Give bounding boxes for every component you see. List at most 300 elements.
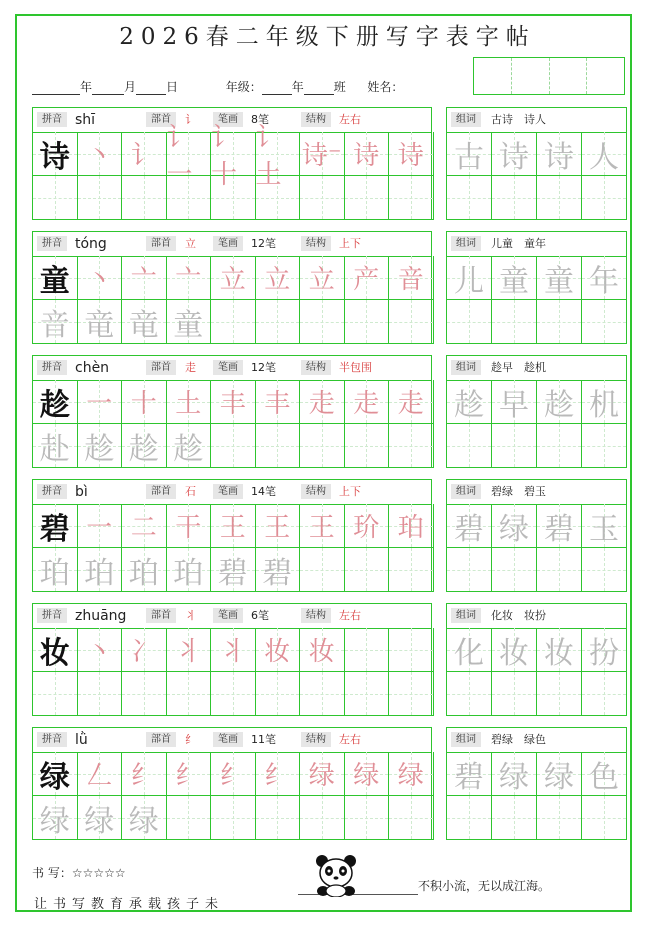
words-label: 组词 — [451, 112, 481, 127]
practice-cell — [33, 132, 78, 176]
practice-cell — [345, 256, 390, 300]
word-cell — [492, 628, 537, 672]
practice-cell — [211, 796, 256, 840]
model-char: 绿 — [39, 759, 70, 795]
stroke-order-step: 丰 — [219, 389, 246, 419]
stroke-order-step: 亠 — [130, 265, 157, 295]
word-cell — [447, 256, 492, 300]
word-cell — [537, 548, 582, 592]
practice-cell — [300, 548, 345, 592]
stroke-order-step: 讠十 — [211, 122, 238, 190]
word-cell — [447, 176, 492, 220]
word-trace-char: 碧 — [454, 759, 484, 795]
stroke-order-step: 丬 — [219, 637, 246, 667]
practice-cell — [256, 256, 301, 300]
pinyin-value: bì — [75, 484, 88, 500]
word-cell — [582, 132, 627, 176]
structure-value: 半包围 — [339, 361, 372, 374]
stroke-order-step: 走 — [353, 389, 380, 419]
stroke-order-step: 讠 — [130, 141, 157, 171]
practice-cell — [211, 752, 256, 796]
strokes-value: 6笔 — [251, 609, 269, 622]
words-label: 组词 — [451, 360, 481, 375]
practice-cell — [33, 672, 78, 716]
trace-char: 音 — [39, 307, 70, 343]
practice-cell — [256, 796, 301, 840]
trace-char: 竜 — [84, 307, 115, 343]
char-panel — [32, 355, 432, 468]
words-value: 儿童 童年 — [491, 237, 546, 250]
practice-cell — [211, 122, 256, 190]
practice-cell — [78, 504, 123, 548]
practice-cell — [122, 380, 167, 424]
stroke-order-step: 丰 — [264, 389, 291, 419]
structure-value: 上下 — [339, 237, 361, 250]
practice-cell — [122, 796, 167, 840]
word-cell — [537, 256, 582, 300]
word-cell — [447, 752, 492, 796]
quote: 不积小流，无以成江海。 — [418, 879, 551, 893]
word-trace-char: 趁 — [454, 387, 484, 423]
practice-cell — [122, 504, 167, 548]
words-label: 组词 — [451, 236, 481, 251]
pinyin-value: lǜ — [75, 732, 88, 748]
stroke-order-step: 丶 — [86, 141, 113, 171]
strokes-label: 笔画 — [213, 608, 243, 623]
word-cell — [537, 176, 582, 220]
practice-cell — [345, 300, 390, 344]
word-cell — [447, 672, 492, 716]
word-cell — [582, 796, 627, 840]
stroke-order-step: 音 — [397, 265, 424, 295]
practice-cell — [256, 628, 301, 672]
model-char: 趁 — [39, 387, 70, 423]
word-trace-char: 化 — [454, 635, 484, 671]
trace-char: 趁 — [84, 431, 115, 467]
practice-cell — [78, 380, 123, 424]
stroke-order-step: 玠 — [353, 513, 380, 543]
practice-cell — [345, 424, 390, 468]
practice-cell — [122, 672, 167, 716]
word-cell — [492, 300, 537, 344]
practice-cell — [167, 628, 212, 672]
name-label: 姓名： — [367, 80, 404, 94]
practice-cell — [33, 300, 78, 344]
word-cell — [492, 176, 537, 220]
practice-cell — [389, 672, 434, 716]
practice-cell — [389, 548, 434, 592]
radical-label: 部首 — [146, 608, 176, 623]
stroke-order-step: 产 — [353, 265, 380, 295]
stroke-order-step: 妆 — [308, 637, 335, 667]
practice-cell — [389, 424, 434, 468]
words-panel — [446, 479, 627, 592]
practice-cell — [122, 132, 167, 176]
practice-cell — [167, 504, 212, 548]
word-cell — [582, 256, 627, 300]
word-trace-char: 绿 — [499, 511, 529, 547]
practice-cell — [300, 256, 345, 300]
practice-cell — [33, 176, 78, 220]
word-cell — [492, 504, 537, 548]
practice-cell — [300, 672, 345, 716]
word-cell — [447, 548, 492, 592]
word-trace-char: 童 — [544, 263, 574, 299]
word-cell — [537, 672, 582, 716]
words-panel — [446, 603, 627, 716]
practice-cell — [33, 796, 78, 840]
word-cell — [492, 672, 537, 716]
words-value: 趁早 趁机 — [491, 361, 546, 374]
practice-cell — [389, 132, 434, 176]
char-panel — [32, 479, 432, 592]
char-panel — [32, 107, 432, 220]
strokes-value: 12笔 — [251, 237, 276, 250]
radical-label: 部首 — [146, 732, 176, 747]
practice-cell — [78, 256, 123, 300]
char-panel — [32, 603, 432, 716]
word-trace-char: 童 — [499, 263, 529, 299]
stroke-order-step: 诗 — [353, 141, 380, 171]
practice-cell — [122, 628, 167, 672]
practice-cell — [300, 424, 345, 468]
word-cell — [537, 424, 582, 468]
word-cell — [582, 300, 627, 344]
word-cell — [537, 132, 582, 176]
practice-cell — [33, 256, 78, 300]
words-label: 组词 — [451, 608, 481, 623]
practice-cell — [211, 256, 256, 300]
words-panel — [446, 355, 627, 468]
stroke-order-step: 走 — [308, 389, 335, 419]
word-trace-char: 绿 — [499, 759, 529, 795]
stroke-order-step: 王 — [219, 513, 246, 543]
structure-label: 结构 — [301, 484, 331, 499]
practice-cell — [211, 672, 256, 716]
strokes-value: 11笔 — [251, 733, 276, 746]
word-cell — [492, 752, 537, 796]
practice-cell — [345, 176, 390, 220]
radical-value: 走 — [185, 361, 196, 374]
trace-char: 珀 — [39, 555, 70, 591]
practice-cell — [300, 132, 345, 176]
pinyin-value: zhuāng — [75, 608, 127, 624]
practice-cell — [256, 752, 301, 796]
word-cell — [447, 628, 492, 672]
practice-cell — [122, 256, 167, 300]
practice-cell — [33, 380, 78, 424]
practice-cell — [78, 672, 123, 716]
trace-char: 珀 — [84, 555, 115, 591]
stroke-order-step: 妆 — [264, 637, 291, 667]
pinyin-value: chèn — [75, 360, 110, 376]
stroke-order-step: 土 — [175, 389, 202, 419]
stroke-order-step: 走 — [397, 389, 424, 419]
pinyin-label: 拼音 — [37, 112, 67, 127]
structure-value: 左右 — [339, 113, 361, 126]
practice-cell — [166, 122, 212, 190]
words-panel — [446, 727, 627, 840]
practice-cell — [33, 752, 78, 796]
word-cell — [582, 752, 627, 796]
stroke-order-step: 一 — [86, 513, 113, 543]
practice-cell — [345, 548, 390, 592]
word-cell — [447, 300, 492, 344]
stroke-order-step: 干 — [175, 513, 202, 543]
practice-cell — [300, 300, 345, 344]
practice-cell — [167, 424, 212, 468]
structure-label: 结构 — [301, 236, 331, 251]
word-cell — [492, 132, 537, 176]
trace-char: 竜 — [128, 307, 159, 343]
practice-cell — [345, 672, 390, 716]
practice-cell — [300, 628, 345, 672]
trace-char: 珀 — [173, 555, 204, 591]
word-trace-char: 早 — [499, 387, 529, 423]
practice-cell — [211, 548, 256, 592]
trace-char: 绿 — [128, 803, 159, 839]
practice-cell — [78, 548, 123, 592]
word-cell — [537, 300, 582, 344]
practice-cell — [389, 176, 434, 220]
stroke-order-step: 纟 — [219, 761, 246, 791]
practice-cell — [211, 504, 256, 548]
practice-cell — [389, 628, 434, 672]
practice-cell — [256, 548, 301, 592]
stroke-order-step: 诗 — [397, 141, 424, 171]
word-trace-char: 碧 — [544, 511, 574, 547]
practice-cell — [33, 548, 78, 592]
stroke-order-step: 绿 — [397, 761, 424, 791]
strokes-label: 笔画 — [213, 484, 243, 499]
practice-cell — [389, 504, 434, 548]
words-label: 组词 — [451, 732, 481, 747]
word-cell — [537, 796, 582, 840]
stroke-order-step: 纟 — [264, 761, 291, 791]
practice-cell — [167, 300, 212, 344]
word-cell — [582, 504, 627, 548]
word-cell — [537, 628, 582, 672]
stroke-order-step: 王 — [308, 513, 335, 543]
stroke-order-step: 二 — [130, 513, 157, 543]
word-trace-char: 诗 — [499, 139, 529, 175]
trace-char: 趁 — [173, 431, 204, 467]
trace-char: 童 — [173, 307, 204, 343]
practice-cell — [122, 300, 167, 344]
practice-cell — [122, 752, 167, 796]
radical-label: 部首 — [146, 484, 176, 499]
pinyin-value: tóng — [75, 236, 107, 252]
words-label: 组词 — [451, 484, 481, 499]
practice-cell — [345, 752, 390, 796]
word-trace-char: 人 — [589, 139, 619, 175]
radical-value: 立 — [185, 237, 196, 250]
word-cell — [582, 176, 627, 220]
word-cell — [537, 504, 582, 548]
practice-cell — [211, 424, 256, 468]
stroke-order-step: 珀 — [397, 513, 424, 543]
stroke-order-step: 一 — [86, 389, 113, 419]
word-trace-char: 儿 — [454, 263, 484, 299]
practice-cell — [78, 628, 123, 672]
structure-value: 左右 — [339, 609, 361, 622]
pinyin-label: 拼音 — [37, 484, 67, 499]
stroke-order-step: 丶 — [86, 265, 113, 295]
practice-cell — [78, 176, 123, 220]
words-value: 碧绿 绿色 — [491, 733, 546, 746]
word-trace-char: 色 — [589, 759, 619, 795]
word-cell — [582, 380, 627, 424]
stroke-order-step: 绿 — [308, 761, 335, 791]
stroke-order-step: 立 — [264, 265, 291, 295]
strokes-value: 12笔 — [251, 361, 276, 374]
practice-cell — [300, 176, 345, 220]
trace-char: 珀 — [128, 555, 159, 591]
practice-cell — [256, 300, 301, 344]
strokes-label: 笔画 — [213, 112, 243, 127]
word-trace-char: 玉 — [589, 511, 619, 547]
info-line: 年 月 日 年级： 年 班 姓名： — [32, 78, 403, 95]
char-panel — [32, 727, 432, 840]
word-trace-char: 诗 — [544, 139, 574, 175]
practice-cell — [256, 380, 301, 424]
words-value: 化妆 妆扮 — [491, 609, 546, 622]
stroke-order-step: 诗⁻ — [301, 141, 342, 171]
practice-cell — [122, 548, 167, 592]
practice-cell — [345, 628, 390, 672]
panda-icon — [312, 853, 360, 897]
pinyin-value: shī — [75, 112, 96, 128]
practice-cell — [78, 796, 123, 840]
stroke-order-step: 王 — [264, 513, 291, 543]
word-cell — [447, 424, 492, 468]
practice-cell — [33, 628, 78, 672]
words-panel — [446, 231, 627, 344]
practice-cell — [33, 424, 78, 468]
stroke-order-step: 纟 — [130, 761, 157, 791]
practice-cell — [167, 548, 212, 592]
word-cell — [492, 380, 537, 424]
strokes-label: 笔画 — [213, 732, 243, 747]
trace-char: 趁 — [128, 431, 159, 467]
word-cell — [582, 424, 627, 468]
practice-cell — [78, 132, 123, 176]
structure-value: 上下 — [339, 485, 361, 498]
stroke-order-step: 讠土 — [255, 122, 282, 190]
pinyin-label: 拼音 — [37, 608, 67, 623]
radical-value: 纟 — [185, 733, 196, 746]
practice-cell — [211, 380, 256, 424]
practice-cell — [256, 672, 301, 716]
word-cell — [582, 548, 627, 592]
page-title: 2026春二年级下册写字表字帖 — [119, 24, 536, 50]
practice-cell — [167, 672, 212, 716]
practice-cell — [122, 424, 167, 468]
practice-cell — [345, 132, 390, 176]
word-trace-char: 年 — [589, 263, 619, 299]
practice-cell — [211, 628, 256, 672]
word-cell — [582, 628, 627, 672]
stroke-order-step: 立 — [219, 265, 246, 295]
char-panel — [32, 231, 432, 344]
structure-label: 结构 — [301, 360, 331, 375]
practice-cell — [167, 380, 212, 424]
word-cell — [492, 424, 537, 468]
word-trace-char: 碧 — [454, 511, 484, 547]
practice-cell — [300, 380, 345, 424]
practice-cell — [211, 300, 256, 344]
strokes-value: 8笔 — [251, 113, 269, 126]
radical-label: 部首 — [146, 360, 176, 375]
word-cell — [582, 672, 627, 716]
practice-cell — [167, 796, 212, 840]
pinyin-label: 拼音 — [37, 236, 67, 251]
word-cell — [492, 548, 537, 592]
stroke-order-step: 讠一 — [166, 122, 193, 190]
practice-cell — [345, 796, 390, 840]
practice-cell — [33, 504, 78, 548]
words-value: 古诗 诗人 — [491, 113, 546, 126]
word-cell — [492, 796, 537, 840]
word-cell — [447, 380, 492, 424]
practice-cell — [300, 504, 345, 548]
structure-label: 结构 — [301, 732, 331, 747]
word-trace-char: 古 — [454, 139, 484, 175]
practice-cell — [389, 256, 434, 300]
practice-cell — [389, 752, 434, 796]
name-boxes[interactable] — [473, 57, 625, 95]
trace-char: 绿 — [39, 803, 70, 839]
practice-cell — [256, 504, 301, 548]
pinyin-label: 拼音 — [37, 732, 67, 747]
stroke-order-step: 丶 — [86, 637, 113, 667]
word-cell — [537, 752, 582, 796]
stroke-order-step: 纟 — [175, 761, 202, 791]
practice-cell — [122, 176, 167, 220]
practice-cell — [167, 752, 212, 796]
radical-label: 部首 — [146, 112, 176, 127]
stroke-order-step: 绿 — [353, 761, 380, 791]
motto: 让书写教育承载孩子未 — [34, 897, 225, 912]
stroke-order-step: 立 — [308, 265, 335, 295]
word-cell — [447, 796, 492, 840]
practice-cell — [300, 752, 345, 796]
trace-char: 碧 — [262, 555, 293, 591]
word-trace-char: 扮 — [589, 635, 619, 671]
strokes-label: 笔画 — [213, 360, 243, 375]
words-value: 碧绿 碧玉 — [491, 485, 546, 498]
write-rating: 书 写：☆☆☆☆☆ — [32, 866, 126, 880]
word-cell — [537, 380, 582, 424]
word-cell — [447, 132, 492, 176]
stroke-order-step: 冫 — [130, 637, 157, 667]
word-trace-char: 趁 — [544, 387, 574, 423]
practice-cell — [345, 504, 390, 548]
practice-cell — [389, 300, 434, 344]
stroke-order-step: 十 — [130, 389, 157, 419]
strokes-value: 14笔 — [251, 485, 276, 498]
structure-label: 结构 — [301, 112, 331, 127]
practice-cell — [167, 256, 212, 300]
word-trace-char: 机 — [589, 387, 619, 423]
structure-label: 结构 — [301, 608, 331, 623]
pinyin-label: 拼音 — [37, 360, 67, 375]
strokes-label: 笔画 — [213, 236, 243, 251]
practice-cell — [255, 122, 301, 190]
radical-value: 丬 — [185, 609, 196, 622]
structure-value: 左右 — [339, 733, 361, 746]
trace-char: 绿 — [84, 803, 115, 839]
